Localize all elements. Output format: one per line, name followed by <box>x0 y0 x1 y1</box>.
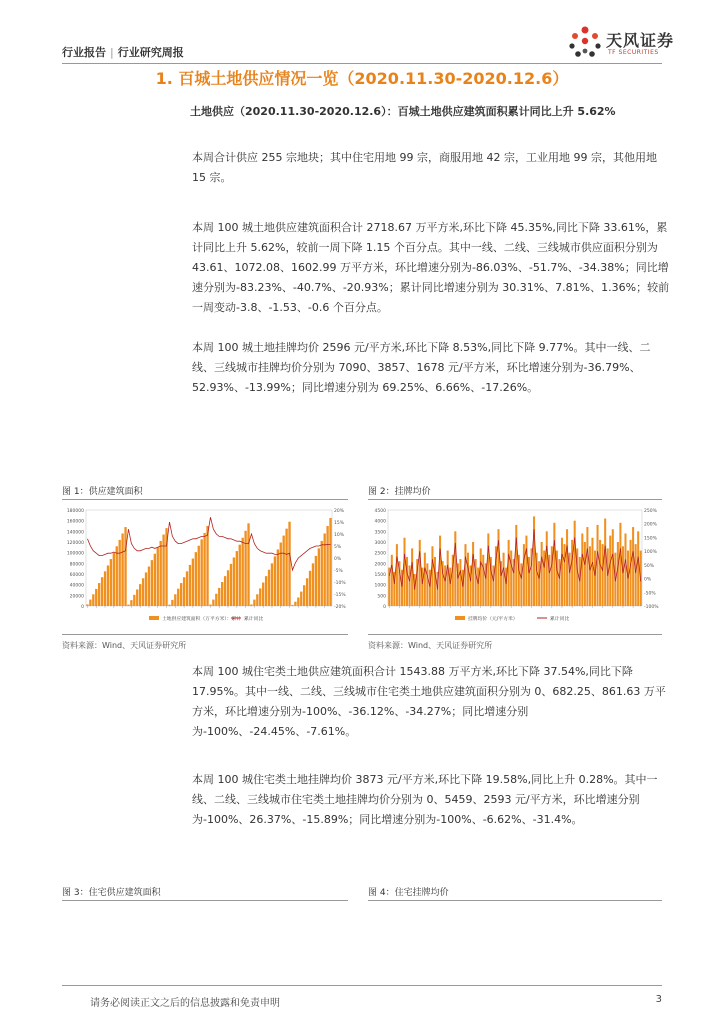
y-left-tick-label: 2000 <box>374 562 386 568</box>
bar <box>326 526 328 606</box>
figure-2-source: 资料来源：Wind、天风证券研究所 <box>368 641 493 650</box>
y-right-tick-label: -50% <box>644 591 656 597</box>
y-right-tick-label: -100% <box>644 605 659 610</box>
bar <box>209 605 211 606</box>
bar <box>561 538 563 606</box>
y-right-tick-label: 50% <box>644 563 655 569</box>
bar <box>291 605 293 606</box>
bar <box>160 541 162 606</box>
bar <box>297 597 299 606</box>
bar <box>239 545 241 606</box>
y-right-tick-label: 15% <box>334 521 345 526</box>
bar <box>599 540 601 606</box>
bar <box>602 544 604 606</box>
bar <box>186 571 188 606</box>
figure-1-bottom-rule <box>62 634 348 635</box>
bar <box>192 559 194 606</box>
bar <box>604 519 606 606</box>
bar <box>581 533 583 606</box>
bar <box>119 540 121 606</box>
bar <box>101 577 103 606</box>
bar <box>215 594 217 606</box>
y-left-tick-label: 0 <box>81 605 84 610</box>
bar <box>520 563 522 606</box>
bar <box>612 529 614 606</box>
bar <box>145 572 147 606</box>
footer-disclaimer: 请务必阅读正文之后的信息披露和免责申明 <box>90 998 280 1009</box>
bar <box>444 565 446 606</box>
y-left-tick-label: 100000 <box>66 551 84 557</box>
supply-area-chart <box>62 504 348 628</box>
legend-bar-label: 土地供应建筑面积（万平方米）：累计 <box>162 617 242 622</box>
bar <box>171 600 173 606</box>
bar <box>180 583 182 606</box>
bar <box>607 548 609 606</box>
bar <box>271 563 273 606</box>
bar <box>256 594 258 606</box>
bar <box>434 557 436 606</box>
bar <box>538 561 540 606</box>
bar <box>419 540 421 606</box>
bar <box>280 543 282 606</box>
report-type: 行业报告 <box>62 46 106 59</box>
y-right-tick-label: 150% <box>644 536 657 542</box>
bar <box>265 576 267 606</box>
figure-2-chart <box>368 504 662 628</box>
bar <box>566 529 568 606</box>
y-left-tick-label: 80000 <box>69 562 84 568</box>
bar <box>127 605 129 606</box>
y-right-tick-label: 0% <box>644 577 652 583</box>
logo-name-en: TF SECURITIES <box>608 49 659 56</box>
legend-line-label: 累计同比 <box>550 617 570 622</box>
bar <box>162 535 164 606</box>
bar <box>309 571 311 606</box>
y-right-tick-label: 0% <box>334 557 342 562</box>
bar <box>233 557 235 606</box>
bar <box>619 523 621 606</box>
bar <box>107 565 109 606</box>
bar <box>431 546 433 606</box>
y-right-tick-label: 20% <box>334 509 345 514</box>
bar <box>449 568 451 606</box>
bar <box>635 544 637 606</box>
bar <box>218 588 220 606</box>
bar <box>89 600 91 606</box>
y-left-tick-label: 160000 <box>66 519 84 525</box>
bar <box>454 531 456 606</box>
bar <box>617 542 619 606</box>
bar <box>409 565 411 606</box>
bar <box>262 583 264 606</box>
page-number: 3 <box>655 994 662 1005</box>
series-line <box>87 517 330 570</box>
y-right-tick-label: -20% <box>334 605 346 610</box>
bar <box>195 552 197 606</box>
bar <box>564 544 566 606</box>
legend-bar-label: 挂牌均价（元/平方米） <box>468 617 518 622</box>
bar <box>148 567 150 606</box>
bar <box>472 542 474 606</box>
footer-divider <box>62 985 662 986</box>
bar <box>212 600 214 606</box>
legend-bar-swatch <box>455 616 465 620</box>
bar <box>294 602 296 606</box>
bar <box>203 533 205 606</box>
bar <box>285 529 287 606</box>
bar <box>315 556 317 606</box>
bar <box>277 549 279 606</box>
paragraph-residential-area: 本周 100 城住宅类土地供应建筑面积合计 1543.88 万平方米,环比下降 37.54%,同比下降 17.95%。其中一线、二线、三线城市住宅类土地供应建筑面积分别为 0、682.25、861.63 万平方米，环比增速分别为-100%、-36.12%、-34.27%；同比增速分别为-100%、-24.45%、-7.61%。 <box>192 665 666 738</box>
legend-bar-swatch <box>149 616 159 620</box>
bar <box>151 560 153 606</box>
figure-1-caption: 图 1：供应建筑面积 <box>62 487 143 497</box>
y-left-tick-label: 140000 <box>66 530 84 536</box>
bar <box>424 553 426 606</box>
y-right-tick-label: -15% <box>334 593 346 598</box>
y-right-tick-label: 250% <box>644 509 657 514</box>
bar <box>584 542 586 606</box>
bar <box>637 531 639 606</box>
bar <box>242 538 244 606</box>
bar <box>464 544 466 606</box>
y-left-tick-label: 1000 <box>374 583 386 589</box>
bar <box>116 546 118 606</box>
bar <box>98 583 100 606</box>
bar <box>632 527 634 606</box>
bar <box>95 589 97 606</box>
bar <box>300 592 302 606</box>
bar <box>515 525 517 606</box>
paragraph-supply-count: 本周合计供应 255 宗地块；其中住宅用地 99 宗，商服用地 42 宗，工业用地 99 宗，其他用地 15 宗。 <box>192 151 657 184</box>
bar <box>503 553 505 606</box>
bar <box>236 551 238 606</box>
y-left-tick-label: 4000 <box>374 519 386 525</box>
bar <box>574 521 576 606</box>
bar <box>288 522 290 606</box>
bar <box>439 536 441 606</box>
report-header <box>62 44 184 60</box>
bar <box>142 578 144 606</box>
bar <box>253 600 255 606</box>
bar <box>492 565 494 606</box>
company-logo <box>566 24 676 62</box>
bar <box>591 538 593 606</box>
y-left-tick-label: 500 <box>377 594 386 600</box>
bar <box>227 570 229 606</box>
legend-line-label: 累计同比 <box>244 617 264 622</box>
section-subtitle: 土地供应（2020.11.30-2020.12.6）：百城土地供应建筑面积累计同比上升 5.62% <box>190 105 616 118</box>
report-series: 行业研究周报 <box>117 46 184 59</box>
bar <box>609 536 611 606</box>
bar <box>198 546 200 606</box>
figure-1-source: 资料来源：Wind、天风证券研究所 <box>62 641 187 650</box>
y-right-tick-label: 100% <box>644 550 657 556</box>
figure-1-chart <box>62 504 348 628</box>
y-left-tick-label: 20000 <box>69 594 84 600</box>
y-left-tick-label: 60000 <box>69 573 84 578</box>
bar <box>391 555 393 606</box>
bar <box>467 553 469 606</box>
bar <box>630 540 632 606</box>
bar <box>321 541 323 606</box>
bar <box>154 554 156 606</box>
y-right-tick-label: 200% <box>644 522 657 528</box>
bar <box>113 553 115 606</box>
bar <box>168 605 170 606</box>
bar <box>124 527 126 606</box>
bar <box>130 600 132 606</box>
bar <box>586 527 588 606</box>
bar <box>558 559 560 606</box>
bar <box>447 551 449 606</box>
bar <box>230 564 232 606</box>
figure-4-caption: 图 4：住宅挂牌均价 <box>368 888 449 898</box>
bar <box>92 594 94 606</box>
y-left-tick-label: 180000 <box>66 509 84 514</box>
paragraph-residential-price: 本周 100 城住宅类土地挂牌均价 3873 元/平方米,环比下降 19.58%,同比上升 0.28%。其中一线、二线、三线城市住宅类土地挂牌均价分别为 0、5459、2593 元/平方米，环比增速分别为-100%、26.37%、-15.89%；同比增速分别为-100%、-6.62%、-31.4%。 <box>192 773 658 826</box>
bar <box>174 594 176 606</box>
bar <box>318 548 320 606</box>
figure-1-top-rule <box>62 499 348 500</box>
bar <box>541 542 543 606</box>
logo-mark-icon <box>566 24 604 62</box>
bar <box>104 571 106 606</box>
figure-2-caption: 图 2：挂牌均价 <box>368 487 431 497</box>
bar <box>201 539 203 606</box>
bar <box>594 551 596 606</box>
bar <box>139 584 141 606</box>
bar <box>244 531 246 606</box>
bar <box>133 595 135 606</box>
y-left-tick-label: 3000 <box>374 541 386 546</box>
figure-2-top-rule <box>368 499 662 500</box>
bar <box>221 582 223 606</box>
bar <box>508 540 510 606</box>
bar <box>480 548 482 606</box>
bar <box>597 525 599 606</box>
logo-name-cn: 天风证券 <box>606 31 675 50</box>
bar <box>303 585 305 606</box>
bar <box>487 533 489 606</box>
y-left-tick-label: 4500 <box>374 509 386 514</box>
bar <box>259 588 261 606</box>
paragraph-supply-area: 本周 100 城土地供应建筑面积合计 2718.67 万平方米,环比下降 45.35%,同比下降 33.61%，累计同比上升 5.62%，较前一周下降 1.15 个百分点。其中一线、二线、三线城市供应面积分别为 43.61、1072.08、1602.99 万平方米，环比增速分别为-86.03%、-51.7%、-34.38%；同比增速分别为-83.23%、-40.7%、-20.93%；累计同比增速分别为 30.31%、7.81%、1.36%；较前一周变动-3.8、-1.53、-0.6 个百分点。 <box>192 221 670 314</box>
bar <box>268 570 270 606</box>
y-right-tick-label: -10% <box>334 581 346 586</box>
bar <box>477 568 479 606</box>
bar <box>589 546 591 606</box>
bar <box>426 563 428 606</box>
y-left-tick-label: 1500 <box>374 573 386 578</box>
bar <box>306 578 308 606</box>
bar <box>312 563 314 606</box>
y-right-tick-label: 10% <box>334 533 345 538</box>
y-left-tick-label: 3500 <box>374 530 386 536</box>
section-title: 1. 百城土地供应情况一览（2020.11.30-2020.12.6） <box>155 69 569 88</box>
figure-3-caption: 图 3：住宅供应建筑面积 <box>62 888 161 898</box>
bar <box>622 546 624 606</box>
paragraph-listing-price: 本周 100 城土地挂牌均价 2596 元/平方米,环比下降 8.53%,同比下降 9.77%。其中一线、二线、三线城市挂牌均价分别为 7090、3857、1678 元/平方米，环比增速分别为-36.79%、52.93%、-13.99%；同比增速分别为 69.25%、6.66%、-17.26%。 <box>192 341 651 394</box>
bar <box>459 559 461 606</box>
y-left-tick-label: 120000 <box>66 541 84 546</box>
bar <box>250 604 252 606</box>
y-left-tick-label: 0 <box>383 605 386 610</box>
bar <box>546 531 548 606</box>
bar <box>403 538 405 606</box>
bar <box>569 553 571 606</box>
bar <box>183 577 185 606</box>
bar <box>482 555 484 606</box>
figure-2-bottom-rule <box>368 634 662 635</box>
bar <box>274 556 276 606</box>
y-left-tick-label: 40000 <box>69 583 84 589</box>
bar <box>396 544 398 606</box>
listing-price-chart <box>368 504 662 628</box>
bar <box>624 533 626 606</box>
bar <box>157 547 159 606</box>
bar <box>177 589 179 606</box>
bar <box>510 551 512 606</box>
header-divider <box>62 63 662 64</box>
header-separator: | <box>110 46 114 59</box>
bar <box>553 523 555 606</box>
figure-3-top-rule <box>62 900 348 901</box>
bar <box>206 526 208 606</box>
bar <box>110 559 112 606</box>
bar <box>121 533 123 606</box>
bar <box>579 557 581 606</box>
y-right-tick-label: -5% <box>334 569 343 574</box>
figure-4-top-rule <box>368 900 662 901</box>
bar <box>406 557 408 606</box>
bar <box>329 518 331 606</box>
bar <box>247 523 249 606</box>
y-right-tick-label: 5% <box>334 545 342 550</box>
bar <box>86 604 88 606</box>
bar <box>525 536 527 606</box>
bar <box>224 576 226 606</box>
bar <box>411 548 413 606</box>
y-left-tick-label: 2500 <box>374 551 386 557</box>
bar <box>189 565 191 606</box>
bar <box>283 536 285 606</box>
bar <box>523 544 525 606</box>
bar <box>136 589 138 606</box>
